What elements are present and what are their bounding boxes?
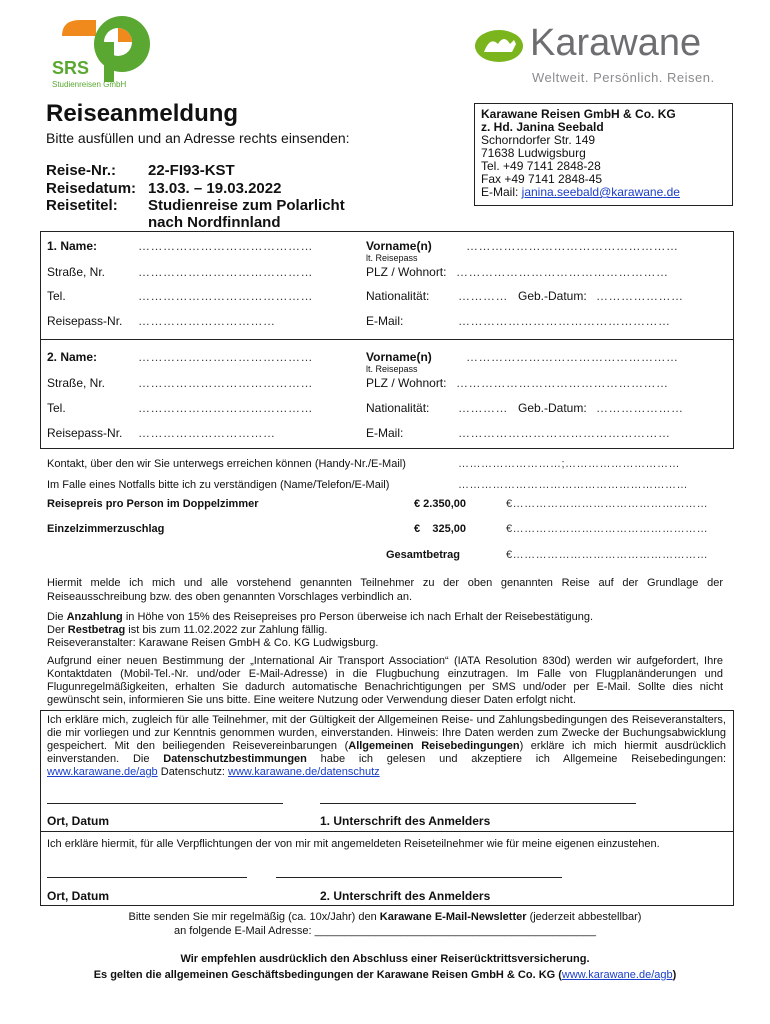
address-tel: Tel. +49 7141 2848-28 [481, 159, 601, 173]
kontakt-label: Kontakt, über den wir Sie unterwegs erreichen können (Handy-Nr./E-Mail) [47, 458, 406, 470]
p1-tel-field[interactable]: …………………………………… [138, 289, 313, 303]
footer-line2-post: ) [672, 969, 677, 981]
srs-logo [52, 14, 162, 96]
p1-strasse-label: Straße, Nr. [47, 265, 106, 279]
sig1-label: 1. Unterschrift des Anmelders [320, 814, 491, 828]
gesamt-label: Gesamtbetrag [386, 549, 460, 561]
karawane-camel-icon [474, 28, 524, 64]
p2-name-label: 2. Name: [47, 350, 98, 364]
p2-geb-field[interactable]: ………………… [596, 401, 684, 415]
kontakt-field[interactable]: ………………………;………………………… [458, 458, 681, 470]
page-subtitle: Bitte ausfüllen und an Adresse rechts einsenden: [46, 130, 350, 146]
p2-strasse-field[interactable]: …………………………………… [138, 376, 313, 390]
address-box [474, 103, 733, 206]
address-attention: z. Hd. Janina Seebald [481, 120, 604, 134]
p2-name-field[interactable]: …………………………………… [138, 350, 313, 364]
reisetitel-line1: Studienreise zum Polarlicht [148, 197, 345, 214]
p2-nationalitaet-field[interactable]: ………… [458, 401, 508, 415]
p2-reisepass-field[interactable]: …………………………… [138, 426, 276, 440]
agb-bold2: Datenschutzbestimmungen [163, 753, 307, 765]
p1-geb-field[interactable]: ………………… [596, 289, 684, 303]
p1-strasse-field[interactable]: …………………………………… [138, 265, 313, 279]
karawane-name: Karawane [530, 22, 702, 64]
notfall-field[interactable]: …………………………………………………… [458, 479, 688, 491]
p1-tel-label: Tel. [47, 289, 66, 303]
dz-price-field[interactable]: €…………………………………………… [506, 498, 709, 510]
sig2-ort-line[interactable] [47, 877, 247, 878]
footer-line1: Wir empfehlen ausdrücklich den Abschluss einer Reiserücktrittsversicherung. [180, 953, 590, 965]
gesamt-field[interactable]: €…………………………………………… [506, 549, 709, 561]
ez-price-field[interactable]: €…………………………………………… [506, 523, 709, 535]
notfall-label: Im Falle eines Notfalls bitte ich zu verständigen (Name/Telefon/E-Mail) [47, 479, 390, 491]
p2-geb-label: Geb.-Datum: [518, 401, 587, 415]
p1-email-field[interactable]: …………………………………………… [458, 314, 671, 328]
anmeldung-paragraph: Hiermit melde ich mich und alle vorstehend genannten Teilnehmer zu der oben genannten Reise auf der Grundlage der Reiseausschreibung bzw. des oben genannten Vorschlages verbindlich an. [47, 577, 723, 603]
p2-strasse-label: Straße, Nr. [47, 376, 106, 390]
reisetitel-line2: nach Nordfinnland [148, 214, 281, 231]
p2-reisepass-hint: lt. Reisepass [366, 364, 418, 374]
address-street: Schorndorfer Str. 149 [481, 133, 596, 147]
sig2-label: 2. Unterschrift des Anmelders [320, 889, 491, 903]
reisetitel-label: Reisetitel: [46, 197, 118, 214]
agb-link[interactable]: www.karawane.de/agb [47, 766, 158, 778]
footer-line2-pre: Es gelten die allgemeinen Geschäftsbedingungen der Karawane Reisen GmbH & Co. KG ( [93, 969, 562, 981]
p1-nationalitaet-field[interactable]: ………… [458, 289, 508, 303]
reisedatum-label: Reisedatum: [46, 180, 137, 197]
restbetrag-pre: Der [47, 624, 68, 636]
newsletter-bold: Karawane E-Mail-Newsletter [379, 911, 527, 923]
sig1-ort-label: Ort, Datum [47, 814, 110, 828]
srs-letters: SRS [52, 58, 90, 78]
address-email-link[interactable]: janina.seebald@karawane.de [521, 185, 680, 199]
p2-email-field[interactable]: …………………………………………… [458, 426, 671, 440]
newsletter-line1 [0, 911, 770, 923]
page-title: Reiseanmeldung [46, 100, 239, 127]
sig1-unterschrift-line[interactable] [320, 803, 636, 804]
p2-email-label: E-Mail: [366, 426, 404, 440]
p2-vorname-label: Vorname(n) [366, 350, 432, 364]
p1-vorname-field[interactable]: …………………………………………… [466, 239, 679, 253]
p1-geb-label: Geb.-Datum: [518, 289, 587, 303]
p2-tel-label: Tel. [47, 401, 66, 415]
p1-name-field[interactable]: …………………………………… [138, 239, 313, 253]
veranstalter-line: Reiseveranstalter: Karawane Reisen GmbH & Co. KG Ludwigsburg. [47, 637, 379, 649]
anzahlung-pre: Die [47, 611, 67, 623]
agb-paragraph [47, 714, 726, 779]
p1-email-label: E-Mail: [366, 314, 404, 328]
p2-plz-label: PLZ / Wohnort: [366, 376, 447, 390]
zahlung-paragraph [47, 611, 723, 650]
p1-vorname-label: Vorname(n) [366, 239, 432, 253]
karawane-logo [470, 22, 730, 92]
datenschutz-link[interactable]: www.karawane.de/datenschutz [228, 766, 380, 778]
p2-reisepass-label: Reisepass-Nr. [47, 426, 123, 440]
p1-reisepass-field[interactable]: …………………………… [138, 314, 276, 328]
newsletter-email-field[interactable]: an folgende E-Mail Adresse: ______________________________________________ [173, 925, 597, 937]
p1-plz-field[interactable]: …………………………………………… [456, 265, 669, 279]
restbetrag-post: ist bis zum 11.02.2022 zur Zahlung fällig. [125, 624, 328, 636]
address-email-label: E-Mail: [481, 185, 522, 199]
agb-bold1: Allgemeinen Reisebedingungen [348, 740, 520, 752]
verpflichtung-paragraph: Ich erkläre hiermit, für alle Verpflichtungen der von mir mit angemeldeten Reiseteilnehmer wie für meine eigenen einzustehen. [47, 838, 660, 850]
agb-pre: Ich erkläre mich, zugleich für alle Teilnehmer, mit der Gültigkeit der Allgemeinen Reise- und Zahlungsbedingungen des Reiseveranstalters, die mir vorliegen und zur Kenntnis genommen wurden, einverstanden. Hinweis: Ihre Daten werden zum Zwecke der Buchungsabwicklung gespeichert. Mit den beiliegenden Reisevereinbarungen ( [47, 714, 726, 752]
anzahlung-line [47, 611, 723, 624]
p2-plz-field[interactable]: …………………………………………… [456, 376, 669, 390]
address-company: Karawane Reisen GmbH & Co. KG [481, 107, 676, 121]
restbetrag-line [47, 624, 723, 637]
reise-nr-label: Reise-Nr.: [46, 162, 117, 179]
sig1-ort-line[interactable] [47, 803, 283, 804]
anzahlung-bold: Anzahlung [66, 611, 123, 623]
p1-reisepass-label: Reisepass-Nr. [47, 314, 123, 328]
footer-agb-link[interactable]: www.karawane.de/agb [561, 969, 673, 981]
newsletter-pre: Bitte senden Sie mir regelmäßig (ca. 10x/Jahr) den [128, 911, 380, 923]
reise-nr-value: 22-FI93-KST [148, 162, 235, 179]
sig2-unterschrift-line[interactable] [276, 877, 562, 878]
p1-name-label: 1. Name: [47, 239, 98, 253]
karawane-tagline: Weltweit. Persönlich. Reisen. [532, 70, 715, 85]
p1-reisepass-hint: lt. Reisepass [366, 253, 418, 263]
address-email-row [481, 186, 726, 199]
sig2-ort-label: Ort, Datum [47, 889, 110, 903]
iata-paragraph: Aufgrund einer neuen Bestimmung der „International Air Transport Association“ (IATA Resolution 830d) werden wir aufgefordert, Ihre Kontaktdaten (Mobil-Tel.-Nr. und/oder E-Mail-Adresse) in die Flugbuchung einzutragen. Im Falle von Flugplanänderungen und Flugunregelmäßigkeiten, erhalten Sie dadurch automatische Benachrichtigungen per SMS und/oder per E-Mail. Sollte dies nicht gewünscht sein, informieren Sie uns bitte. Eine weitere Nutzung oder Verwendung dieser Daten erfolgt nicht. [47, 655, 723, 706]
p2-tel-field[interactable]: …………………………………… [138, 401, 313, 415]
anzahlung-post: in Höhe von 15% des Reisepreises pro Person überweise ich nach Erhalt der Reisebestätigung. [122, 611, 593, 623]
agb-post: habe ich gelesen und akzeptiere ich Allgemeine Reisebedingungen: [306, 753, 727, 765]
p1-plz-label: PLZ / Wohnort: [366, 265, 447, 279]
restbetrag-bold: Restbetrag [67, 624, 126, 636]
address-fax: Fax +49 7141 2848-45 [481, 172, 603, 186]
dz-price-label: Reisepreis pro Person im Doppelzimmer [47, 498, 259, 510]
agb-mid2: Datenschutz: [157, 766, 229, 778]
newsletter-post: (jederzeit abbestellbar) [526, 911, 642, 923]
p2-nationalitaet-label: Nationalität: [366, 401, 430, 415]
p1-nationalitaet-label: Nationalität: [366, 289, 430, 303]
ez-price-value: € 325,00 [414, 523, 466, 535]
agb-mid: ) erkläre ich mich hiermit ausdrücklich einverstanden. Die [47, 740, 726, 765]
footer-line2 [0, 969, 770, 981]
address-city: 71638 Ludwigsburg [481, 146, 586, 160]
srs-subtitle: Studienreisen GmbH [52, 80, 127, 89]
dz-price-value: € 2.350,00 [414, 498, 466, 510]
reisedatum-value: 13.03. – 19.03.2022 [148, 180, 282, 197]
ez-price-label: Einzelzimmerzuschlag [47, 523, 165, 535]
p2-vorname-field[interactable]: …………………………………………… [466, 350, 679, 364]
